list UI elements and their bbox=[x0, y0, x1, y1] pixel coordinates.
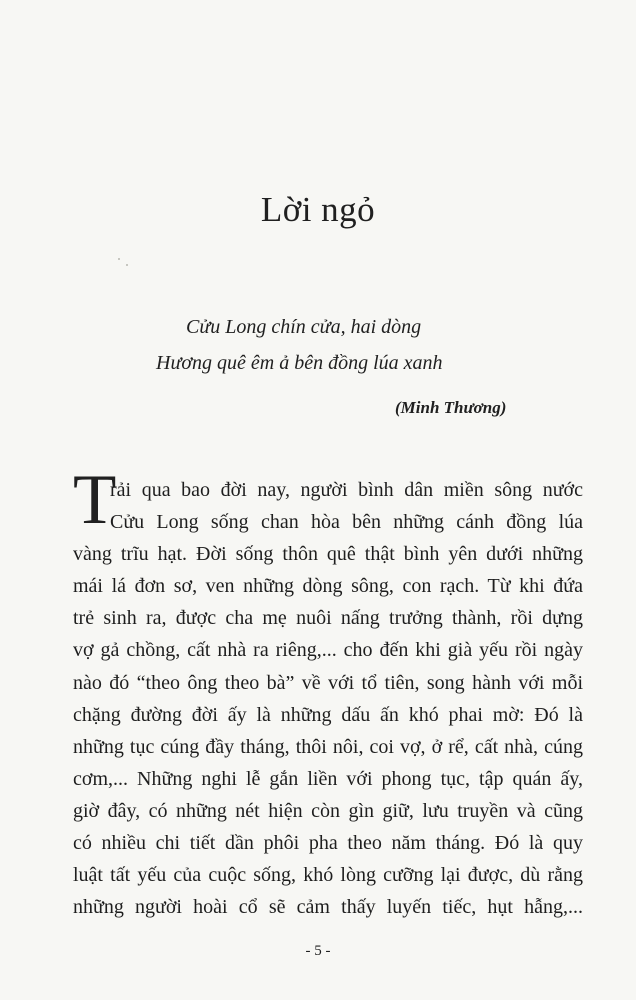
paper-speck bbox=[118, 258, 120, 260]
body-line: có nhiều chi tiết dần phôi pha theo năm tháng. Đó là quy bbox=[73, 832, 583, 855]
body-line: cơm,... Những nghi lễ gắn liền với phong tục, tập quán ấy, bbox=[73, 767, 583, 790]
body-line: vàng trĩu hạt. Đời sống thôn quê thật bình yên dưới những bbox=[73, 543, 583, 566]
paper-speck bbox=[126, 264, 128, 266]
body-line: vợ gả chồng, cất nhà ra riêng,... cho đến khi già yếu rồi ngày bbox=[73, 639, 583, 662]
body-line: chặng đường đời ấy là những dấu ấn khó phai mờ: Đó là bbox=[73, 703, 583, 726]
body-line: nào đó “theo ông theo bà” về với tổ tiên, song hành với mỗi bbox=[73, 671, 583, 694]
epigraph-attribution: (Minh Thương) bbox=[395, 398, 507, 417]
body-line: trẻ sinh ra, được cha mẹ nuôi nấng trưởng thành, rồi dựng bbox=[73, 607, 583, 630]
page-number: - 5 - bbox=[305, 943, 331, 959]
body-line: luật tất yếu của cuộc sống, khó lòng cưỡng lại được, dù rằng bbox=[73, 864, 583, 887]
page-title: Lời ngỏ bbox=[260, 190, 376, 229]
body-line: Cửu Long sống chan hòa bên những cánh đồng lúa bbox=[110, 511, 583, 534]
body-paragraph bbox=[73, 474, 583, 923]
body-line: những tục cúng đầy tháng, thôi nôi, coi vợ, ở rể, cất nhà, cúng bbox=[73, 735, 583, 758]
body-line: mái lá đơn sơ, ven những dòng sông, con rạch. Từ khi đứa bbox=[73, 575, 583, 598]
body-line: những người hoài cổ sẽ cảm thấy luyến tiếc, hụt hẫng,... bbox=[73, 896, 583, 919]
dropcap-letter: T bbox=[73, 461, 117, 539]
body-line: rải qua bao đời nay, người bình dân miền sông nước bbox=[110, 479, 583, 501]
epigraph-line-2: Hương quê êm ả bên đồng lúa xanh bbox=[156, 352, 443, 374]
body-line: giờ đây, có những nét hiện còn gìn giữ, lưu truyền và cũng bbox=[73, 799, 583, 822]
epigraph-line-1: Cửu Long chín cửa, hai dòng bbox=[186, 316, 422, 338]
